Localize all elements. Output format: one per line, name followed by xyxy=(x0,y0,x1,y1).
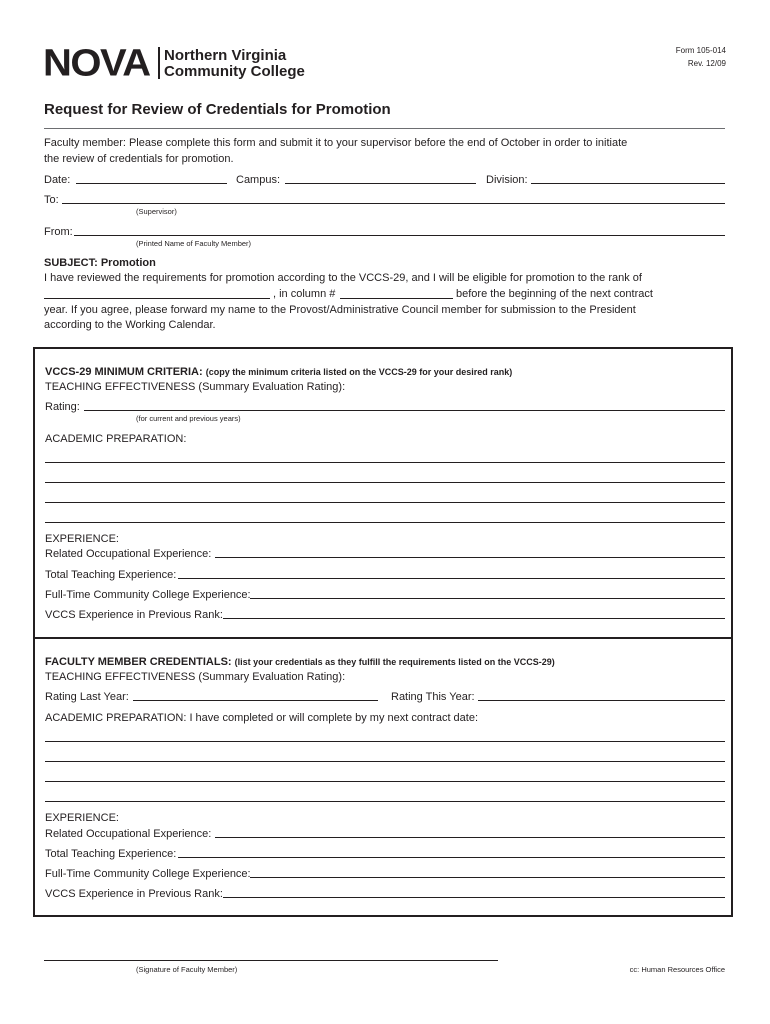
division-field[interactable] xyxy=(531,183,725,184)
credentials-academic-line-2[interactable] xyxy=(45,761,725,762)
logo-college-name-line1: Northern Virginia xyxy=(164,47,287,64)
credentials-heading-note: (list your credentials as they fulfill the requirements listed on the VCCS-29) xyxy=(234,657,555,667)
credentials-experience-label: EXPERIENCE: xyxy=(45,812,119,824)
credentials-rating-this-label: Rating This Year: xyxy=(391,691,475,703)
credentials-academic-line-4[interactable] xyxy=(45,801,725,802)
page-title: Request for Review of Credentials for Promotion xyxy=(44,101,391,118)
credentials-rating-last-field[interactable] xyxy=(133,700,378,701)
credentials-heading-row xyxy=(45,654,555,670)
criteria-heading-row xyxy=(45,364,512,380)
credentials-vccs-label: VCCS Experience in Previous Rank: xyxy=(45,888,223,900)
criteria-vccs-label: VCCS Experience in Previous Rank: xyxy=(45,609,223,621)
credentials-heading: FACULTY MEMBER CREDENTIALS: xyxy=(45,656,232,668)
criteria-rating-hint: (for current and previous years) xyxy=(136,414,241,423)
criteria-related-label: Related Occupational Experience: xyxy=(45,548,212,560)
criteria-teaching-label: TEACHING EFFECTIVENESS (Summary Evaluation Rating): xyxy=(45,381,346,393)
criteria-total-label: Total Teaching Experience: xyxy=(45,569,177,581)
criteria-academic-line-2[interactable] xyxy=(45,482,725,483)
criteria-rating-field[interactable] xyxy=(84,410,725,411)
credentials-fulltime-label: Full-Time Community College Experience: xyxy=(45,868,251,880)
title-rule xyxy=(44,128,725,129)
credentials-fulltime-field[interactable] xyxy=(250,877,725,878)
from-label: From: xyxy=(44,226,73,238)
criteria-academic-line-1[interactable] xyxy=(45,462,725,463)
signature-hint: (Signature of Faculty Member) xyxy=(136,965,238,974)
division-label: Division: xyxy=(486,174,528,186)
credentials-academic-line-3[interactable] xyxy=(45,781,725,782)
credentials-academic-line-1[interactable] xyxy=(45,741,725,742)
form-number: Form 105-014 xyxy=(675,46,726,55)
criteria-academic-line-3[interactable] xyxy=(45,502,725,503)
logo-divider xyxy=(158,47,160,79)
logo-college-name-line2: Community College xyxy=(164,63,305,80)
credentials-academic-label: ACADEMIC PREPARATION: I have completed or will complete by my next contract date: xyxy=(45,712,479,724)
from-field[interactable] xyxy=(74,235,725,236)
subject-line-1: I have reviewed the requirements for promotion according to the VCCS-29, and I will be eligible for promotion to the rank of xyxy=(44,272,642,284)
intro-line-1: Faculty member: Please complete this form and submit it to your supervisor before the end of October in order to initiate xyxy=(44,137,628,149)
rank-field[interactable] xyxy=(44,298,270,299)
credentials-total-field[interactable] xyxy=(178,857,725,858)
credentials-related-label: Related Occupational Experience: xyxy=(45,828,212,840)
credentials-related-field[interactable] xyxy=(215,837,725,838)
date-label: Date: xyxy=(44,174,71,186)
column-label: , in column # xyxy=(273,288,336,300)
criteria-heading: VCCS-29 MINIMUM CRITERIA: xyxy=(45,366,203,378)
criteria-heading-note: (copy the minimum criteria listed on the VCCS-29 for your desired rank) xyxy=(205,367,513,377)
credentials-vccs-field[interactable] xyxy=(223,897,725,898)
criteria-fulltime-label: Full-Time Community College Experience: xyxy=(45,589,251,601)
to-hint: (Supervisor) xyxy=(136,207,177,216)
criteria-fulltime-field[interactable] xyxy=(250,598,725,599)
intro-line-2: the review of credentials for promotion. xyxy=(44,153,234,165)
date-field[interactable] xyxy=(76,183,227,184)
column-number-field[interactable] xyxy=(340,298,453,299)
credentials-teaching-label: TEACHING EFFECTIVENESS (Summary Evaluation Rating): xyxy=(45,671,346,683)
subject-heading: SUBJECT: Promotion xyxy=(44,257,156,269)
criteria-academic-label: ACADEMIC PREPARATION: xyxy=(45,433,187,445)
criteria-rating-label: Rating: xyxy=(45,401,80,413)
before-label: before the beginning of the next contract xyxy=(456,288,653,300)
to-field[interactable] xyxy=(62,203,725,204)
credentials-total-label: Total Teaching Experience: xyxy=(45,848,177,860)
criteria-experience-label: EXPERIENCE: xyxy=(45,533,119,545)
criteria-total-field[interactable] xyxy=(178,578,725,579)
credentials-rating-last-label: Rating Last Year: xyxy=(45,691,129,703)
form-revision: Rev. 12/09 xyxy=(687,59,726,68)
to-label: To: xyxy=(44,194,59,206)
credentials-rating-this-field[interactable] xyxy=(478,700,725,701)
criteria-related-field[interactable] xyxy=(215,557,725,558)
campus-label: Campus: xyxy=(236,174,281,186)
form-number-block xyxy=(676,44,726,70)
cc-note: cc: Human Resources Office xyxy=(629,965,725,974)
criteria-vccs-field[interactable] xyxy=(223,618,725,619)
signature-field[interactable] xyxy=(44,960,498,961)
subject-line-3: year. If you agree, please forward my name to the Provost/Administrative Council member for submission to the President xyxy=(44,304,636,316)
campus-field[interactable] xyxy=(285,183,476,184)
from-hint: (Printed Name of Faculty Member) xyxy=(136,239,252,248)
nova-logo-wordmark: NOVA xyxy=(43,42,150,84)
criteria-academic-line-4[interactable] xyxy=(45,522,725,523)
subject-line-4: according to the Working Calendar. xyxy=(44,319,216,331)
